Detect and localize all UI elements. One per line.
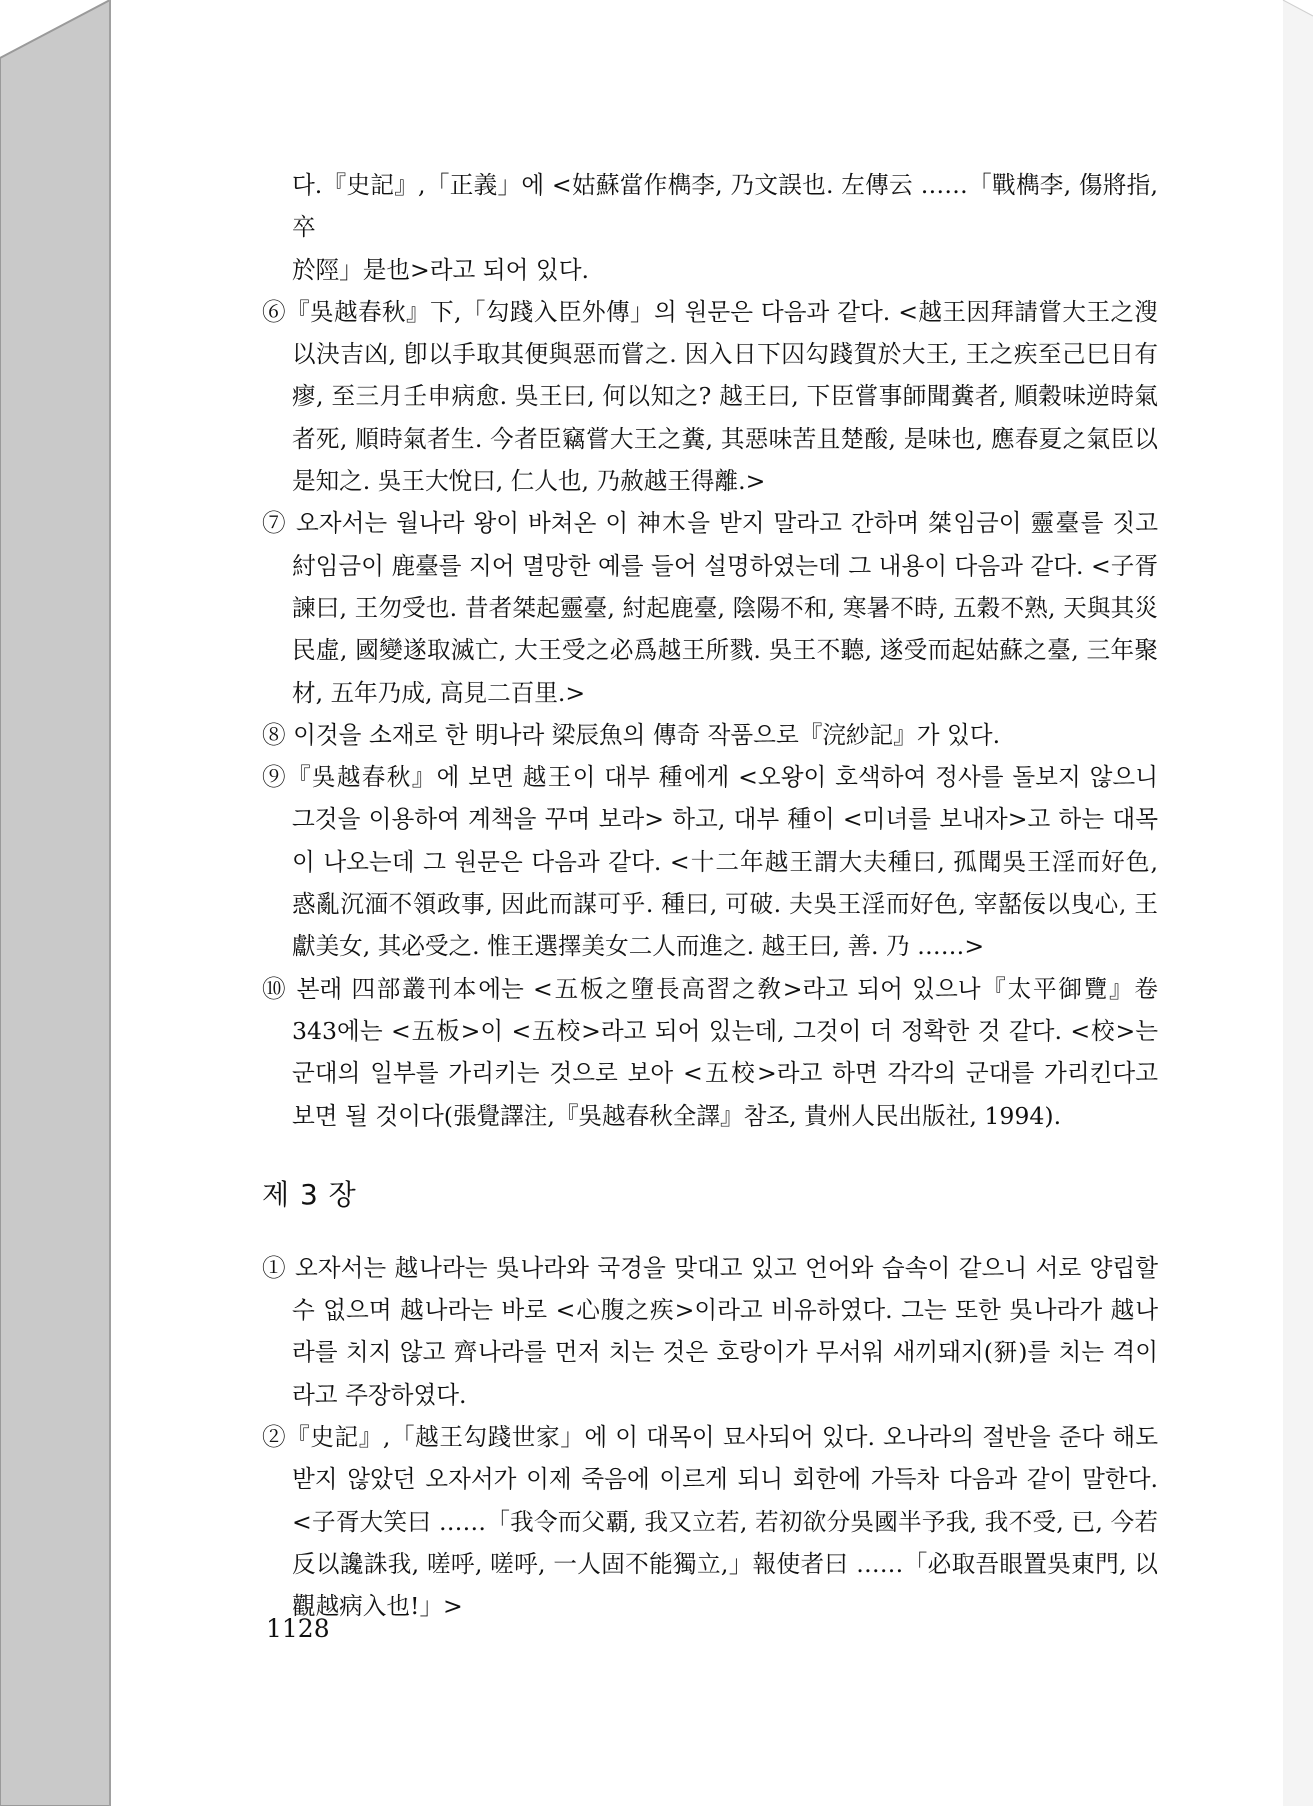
chapter3-note-1: ① 오자서는 越나라는 吳나라와 국경을 맞대고 있고 언어와 습속이 같으니 서로 양립할 수 없으며 越나라는 바로 <心腹之疾>이라고 비유하였다. 그는 또한 吳나라가 越나라를 치지 않고 齊나라를 먼저 치는 것은 호랑이가 무서워 새끼돼지(豜)를 치는 격이라고 주장하였다. xyxy=(262,1253,1158,1409)
footnote-8: ⑧ 이것을 소재로 한 明나라 梁辰魚의 傳奇 작품으로『浣紗記』가 있다. xyxy=(262,720,1001,749)
intro-line-2: 於陘」是也>라고 되어 있다. xyxy=(292,255,589,284)
page-content xyxy=(262,164,1158,1628)
chapter-title: 제 3 장 xyxy=(262,1177,357,1211)
page-number: 1128 xyxy=(266,1614,330,1643)
footnote-7: ⑦ 오자서는 월나라 왕이 바쳐온 이 神木을 받지 말라고 간하며 桀임금이 靈臺를 짓고 紂임금이 鹿臺를 지어 멸망한 예를 들어 설명하였는데 그 내용이 다음과 같다. <子胥諫曰, 王勿受也. 昔者桀起靈臺, 紂起鹿臺, 陰陽不和, 寒暑不時, 五穀不熟, 天與其災民虛, 國變遂取滅亡, 大王受之必爲越王所戮. 吳王不聽, 遂受而起姑蘇之臺, 三年聚材, 五年乃成, 高見二百里.> xyxy=(262,509,1158,707)
intro-line-1: 다.『史記』,「正義」에 <姑蘇當作檇李, 乃文誤也. 左傳云 ……「戰檇李, 傷將指, 卒 xyxy=(292,171,1158,242)
footnote-6: ⑥『吳越春秋』下,「勾踐入臣外傳」의 원문은 다음과 같다. <越王因拜請嘗大王之溲以決吉凶, 卽以手取其便與惡而嘗之. 因入日下囚勾踐賀於大王, 王之疾至己巳日有瘳, 至三月壬申病愈. 吳王曰, 何以知之? 越王曰, 下臣嘗事師聞糞者, 順穀味逆時氣者死, 順時氣者生. 今者臣竊嘗大王之糞, 其惡味苦且楚酸, 是味也, 應春夏之氣臣以是知之. 吳王大悅曰, 仁人也, 乃赦越王得離.> xyxy=(262,297,1158,496)
chapter3-note-2: ②『史記』,「越王勾踐世家」에 이 대목이 묘사되어 있다. 오나라의 절반을 준다 해도 받지 않았던 오자서가 이제 죽음에 이르게 되니 회한에 가득차 다음과 같이 말한다. <子胥大笑曰 ……「我令而父覇, 我又立若, 若初欲分吳國半予我, 我不受, 已, 今若反以讒誅我, 嗟呼, 嗟呼, 一人固不能獨立,」報使者曰 ……「必取吾眼置吳東門, 以觀越病入也!」> xyxy=(262,1423,1158,1621)
footnote-10: ⑩ 본래 四部叢刊本에는 <五板之墮長高習之敎>라고 되어 있으나『太平御覽』卷 343에는 <五板>이 <五校>라고 되어 있는데, 그것이 더 정확한 것 같다. <校>는 군대의 일부를 가리키는 것으로 보아 <五校>라고 하면 각각의 군대를 가리킨다고 보면 될 것이다(張覺譯注,『吳越春秋全譯』참조, 貴州人民出版社, 1994). xyxy=(262,974,1158,1130)
footnote-9: ⑨『吳越春秋』에 보면 越王이 대부 種에게 <오왕이 호색하여 정사를 돌보지 않으니 그것을 이용하여 계책을 꾸며 보라> 하고, 대부 種이 <미녀를 보내자>고 하는 대목이 나오는데 그 원문은 다음과 같다. <十二年越王謂大夫種曰, 孤聞吳王淫而好色, 惑亂沉湎不領政事, 因此而謀可乎. 種曰, 可破. 夫吳王淫而好色, 宰嚭佞以曳心, 王獻美女, 其必受之. 惟王選擇美女二人而進之. 越王曰, 善. 乃 ……> xyxy=(262,763,1158,961)
